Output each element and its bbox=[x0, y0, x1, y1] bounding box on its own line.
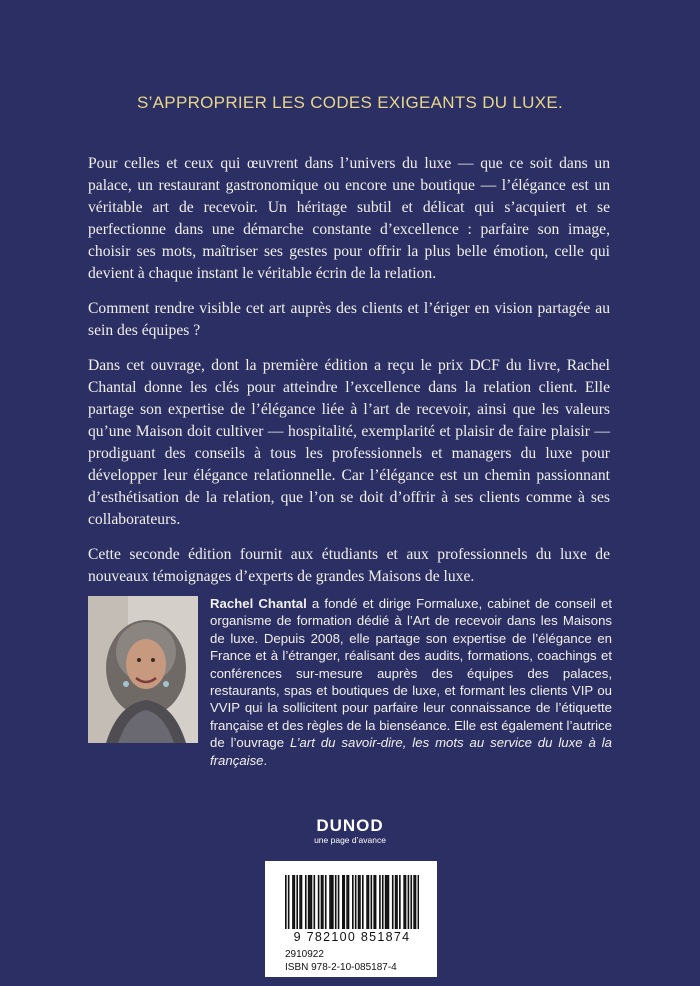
barcode-bar bbox=[392, 875, 394, 929]
barcode-bar bbox=[343, 875, 345, 929]
barcode-bar bbox=[405, 875, 407, 929]
barcode-bar bbox=[311, 875, 313, 929]
description-paragraph-3: Dans cet ouvrage, dont la première édition a reçu le prix DCF du livre, Rachel Chantal donne les clés pour atteindre l’excellence dans la relation client. Elle partage son expertise de l’élégance liée à l’art de recevoir, ainsi que les valeurs qu’une Maison doit cultiver — hospitalité, exemplarité et plaisir de faire plaisir — prodiguant des conseils à tous les professionnels et managers du luxe pour développer leur élégance relationnelle. Car l’élégance est un chemin passionnant d’esthétisation de la relation, que l’on se doit d’offrir à ses clients comme à ses collaborateurs. bbox=[88, 357, 610, 528]
barcode-bar bbox=[314, 875, 316, 929]
barcode-bar bbox=[366, 875, 368, 929]
description-paragraph-1: Pour celles et ceux qui œuvrent dans l’univers du luxe — que ce soit dans un palace, un restaurant gastronomique ou encore une boutique — l’élégance est un véritable art de recevoir. Un héritage subtil et délicat qui s’acquiert et se perfectionne dans une démarche constante d’excellence : parfaire son image, choisir ses mots, maîtriser ses gestes pour offrir la plus belle émotion, celle qui devient à chaque instant le véritable écrin de la relation. bbox=[88, 155, 610, 282]
author-bio-prefix: a fondé et dirige Formaluxe, cabinet de conseil et organisme de formation dédié à l’Art de recevoir dans les Maisons de luxe. Depuis 2008, elle partage son expertise de l’élégance en France et à l’étranger, réalisant des audits, formations, coachings et conférences sur-mesure auprès des équipes des palaces, restaurants, spas et boutiques de luxe, et formant les clients VIP ou VVIP qui la sollicitent pour parfaire leur connaissance de l’étiquette française et des règles de la bienséance. Elle est également l’autrice de l’ouvrage bbox=[210, 596, 612, 751]
author-name: Rachel Chantal bbox=[210, 596, 307, 611]
barcode-bar bbox=[382, 875, 384, 929]
barcode-bar bbox=[362, 875, 364, 929]
author-bio-suffix: . bbox=[263, 752, 268, 768]
barcode-bar bbox=[386, 875, 388, 929]
barcode-bar bbox=[359, 875, 361, 929]
barcode-bar bbox=[308, 875, 310, 929]
barcode-bar bbox=[331, 875, 333, 929]
barcode-bar bbox=[346, 875, 348, 929]
barcode-bar bbox=[321, 875, 323, 929]
barcode-bar bbox=[379, 875, 381, 929]
barcode-bar bbox=[329, 875, 331, 929]
barcode-bar bbox=[318, 875, 320, 929]
barcode-bar bbox=[342, 875, 344, 929]
barcode-bar bbox=[305, 875, 307, 929]
author-book-title: L’art du savoir-dire, les mots au service du luxe à la française bbox=[210, 735, 612, 768]
barcode-bar bbox=[373, 875, 375, 929]
barcode-bar bbox=[332, 875, 334, 929]
barcode-bar bbox=[348, 875, 350, 929]
barcode-bar bbox=[403, 875, 405, 929]
back-cover-headline: S’APPROPRIER LES CODES EXIGEANTS DU LUXE. bbox=[136, 93, 564, 112]
barcode-bar bbox=[368, 875, 370, 929]
barcode-bar bbox=[309, 875, 311, 929]
barcode-bar bbox=[385, 875, 387, 929]
barcode-bar bbox=[388, 875, 390, 929]
barcode-bars bbox=[285, 875, 419, 929]
barcode-bar bbox=[338, 875, 340, 929]
barcode-bar bbox=[296, 875, 298, 929]
author-photo bbox=[88, 596, 198, 743]
barcode-bar bbox=[396, 875, 398, 929]
barcode-bar bbox=[399, 875, 401, 929]
description-text bbox=[88, 153, 610, 601]
barcode-bar bbox=[288, 875, 290, 929]
barcode-bar bbox=[358, 875, 360, 929]
barcode-bar bbox=[335, 875, 337, 929]
barcode-bar bbox=[325, 875, 327, 929]
barcode-bar bbox=[410, 875, 412, 929]
publisher-tagline: une page d’avance bbox=[314, 835, 386, 845]
publisher-logo bbox=[300, 817, 400, 845]
barcode-bar bbox=[415, 875, 417, 929]
barcode-isbn: ISBN 978-2-10-085187-4 bbox=[285, 962, 397, 973]
barcode-code: 2910922 bbox=[285, 949, 324, 960]
barcode-bar bbox=[355, 875, 357, 929]
barcode-bar bbox=[292, 875, 294, 929]
barcode-digits: 9 782100 851874 bbox=[293, 930, 411, 944]
barcode-bar bbox=[371, 875, 373, 929]
barcode-bar bbox=[285, 875, 287, 929]
barcode-bar bbox=[294, 875, 296, 929]
barcode-bar bbox=[408, 875, 410, 929]
author-bio bbox=[210, 595, 612, 769]
barcode-bar bbox=[375, 875, 377, 929]
barcode-bar bbox=[301, 875, 303, 929]
barcode-box bbox=[265, 861, 437, 977]
barcode-bar bbox=[352, 875, 354, 929]
description-paragraph-4: Cette seconde édition fournit aux étudiants et aux professionnels du luxe de nouveaux témoignages d’experts de grandes Maisons de luxe. bbox=[88, 546, 610, 585]
barcode-bar bbox=[322, 875, 324, 929]
barcode-bar bbox=[395, 875, 397, 929]
barcode-bar bbox=[299, 875, 301, 929]
description-paragraph-2: Comment rendre visible cet art auprès des clients et l’ériger en vision partagée au sein des équipes ? bbox=[88, 300, 610, 339]
barcode-bar bbox=[413, 875, 415, 929]
publisher-name: DUNOD bbox=[316, 816, 384, 835]
barcode-bar bbox=[418, 875, 419, 929]
